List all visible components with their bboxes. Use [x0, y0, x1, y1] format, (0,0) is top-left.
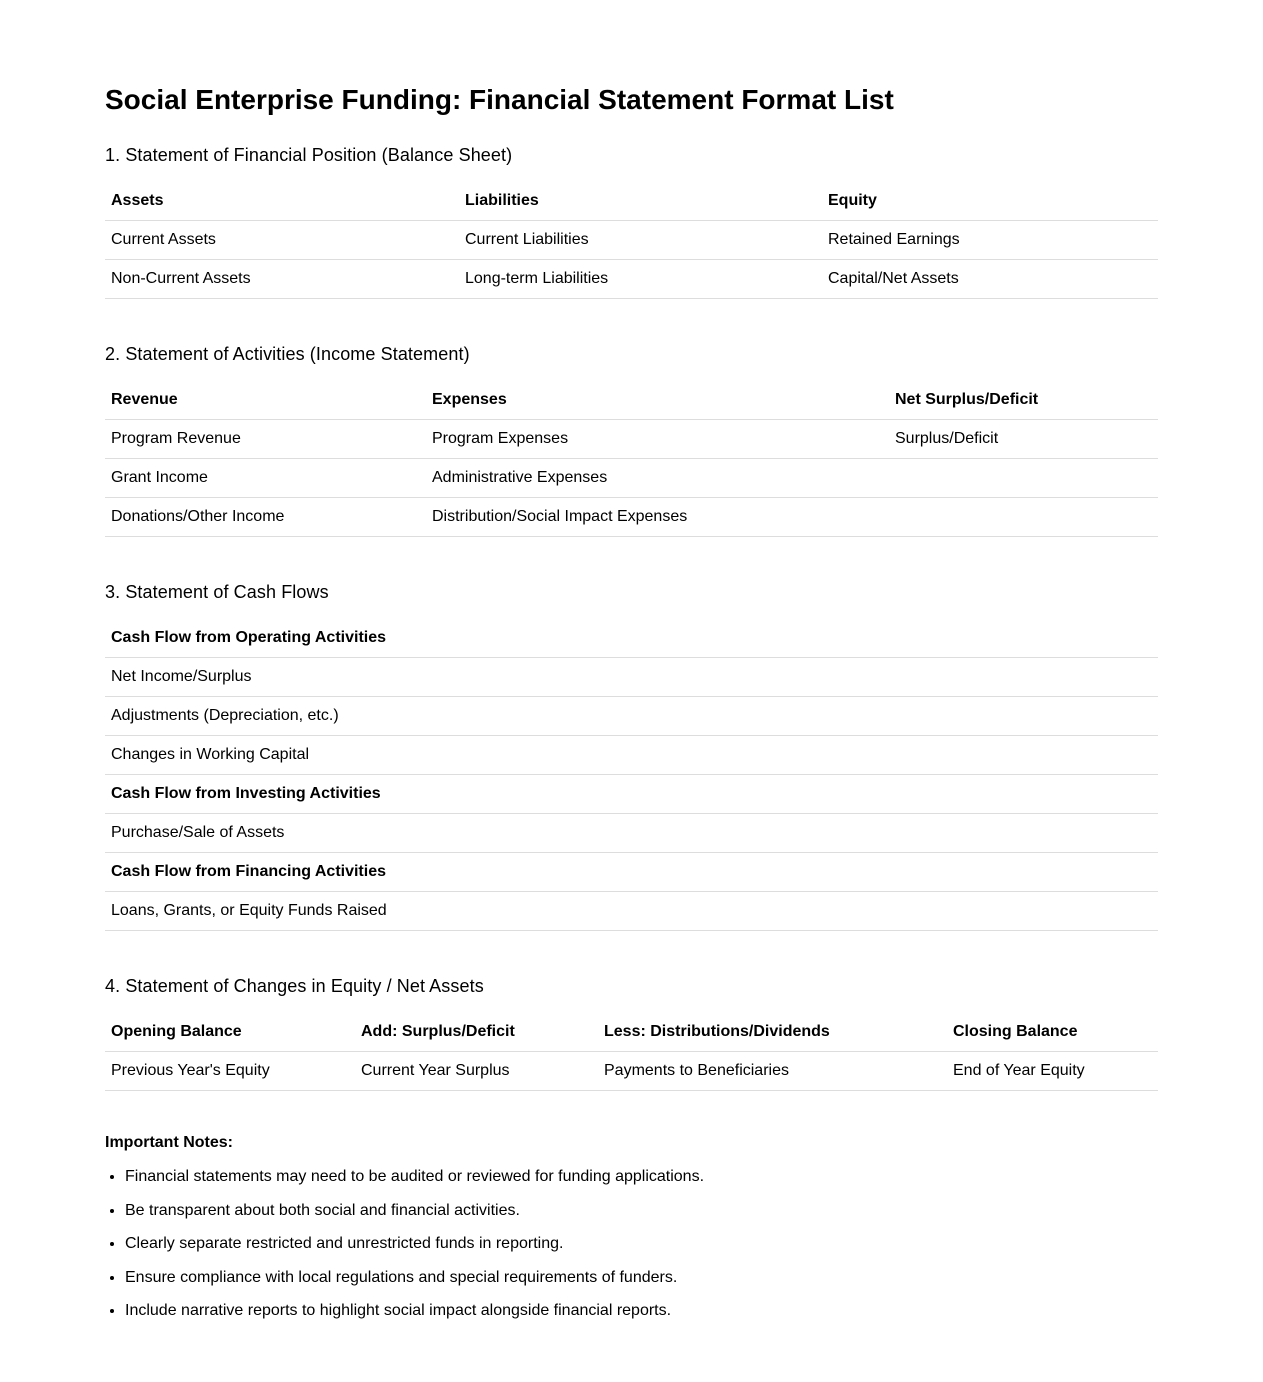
balance-sheet-table	[105, 182, 1158, 299]
page-title: Social Enterprise Funding: Financial Statement Format List	[105, 84, 894, 115]
table-cell: Capital/Net Assets	[822, 260, 1158, 299]
income-statement-table	[105, 381, 1158, 537]
cash-flow-category: Cash Flow from Investing Activities	[105, 775, 1158, 814]
section-heading-changes-in-equity: 4. Statement of Changes in Equity / Net Assets	[105, 976, 484, 996]
table-cell: Distribution/Social Impact Expenses	[426, 498, 889, 537]
table-row	[105, 892, 1158, 931]
cash-flow-category: Cash Flow from Operating Activities	[105, 619, 1158, 658]
list-item: • Include narrative reports to highlight social impact alongside financial reports.	[125, 1301, 1158, 1321]
list-item: • Ensure compliance with local regulations and special requirements of funders.	[125, 1268, 1158, 1288]
column-header: Less: Distributions/Dividends	[598, 1013, 947, 1052]
table-cell: Payments to Beneficiaries	[598, 1052, 947, 1091]
changes-in-equity-table	[105, 1013, 1158, 1091]
column-header: Opening Balance	[105, 1013, 355, 1052]
table-cell: Long-term Liabilities	[459, 260, 822, 299]
table-row	[105, 814, 1158, 853]
table-cell: Program Revenue	[105, 420, 426, 459]
table-row	[105, 775, 1158, 814]
column-header: Liabilities	[459, 182, 822, 221]
table-cell: Current Liabilities	[459, 221, 822, 260]
column-header: Expenses	[426, 381, 889, 420]
table-cell: Net Income/Surplus	[105, 658, 1158, 697]
list-item: • Financial statements may need to be audited or reviewed for funding applications.	[125, 1167, 1158, 1187]
table-cell: Administrative Expenses	[426, 459, 889, 498]
table-row	[105, 1052, 1158, 1091]
table-cell: Non-Current Assets	[105, 260, 459, 299]
table-cell	[889, 459, 1158, 498]
table-cell: Grant Income	[105, 459, 426, 498]
table-cell: Previous Year's Equity	[105, 1052, 355, 1091]
column-header: Assets	[105, 182, 459, 221]
table-row	[105, 619, 1158, 658]
notes-title: Important Notes:	[105, 1134, 233, 1151]
table-row	[105, 736, 1158, 775]
table-cell: Adjustments (Depreciation, etc.)	[105, 697, 1158, 736]
cash-flow-category: Cash Flow from Financing Activities	[105, 853, 1158, 892]
table-row	[105, 853, 1158, 892]
table-cell	[889, 498, 1158, 537]
table-header-row	[105, 182, 1158, 221]
table-header-row	[105, 381, 1158, 420]
section-heading-balance-sheet: 1. Statement of Financial Position (Balance Sheet)	[105, 145, 513, 165]
table-cell: End of Year Equity	[947, 1052, 1158, 1091]
column-header: Net Surplus/Deficit	[889, 381, 1158, 420]
table-cell: Donations/Other Income	[105, 498, 426, 537]
section-heading-cash-flows: 3. Statement of Cash Flows	[105, 582, 329, 602]
table-cell: Current Assets	[105, 221, 459, 260]
cash-flows-table	[105, 619, 1158, 931]
table-cell: Current Year Surplus	[355, 1052, 598, 1091]
table-header-row	[105, 1013, 1158, 1052]
table-row	[105, 420, 1158, 459]
notes-list	[105, 1167, 1158, 1321]
table-cell: Retained Earnings	[822, 221, 1158, 260]
table-row	[105, 697, 1158, 736]
table-cell: Loans, Grants, or Equity Funds Raised	[105, 892, 1158, 931]
list-item: • Clearly separate restricted and unrestricted funds in reporting.	[125, 1234, 1158, 1254]
table-row	[105, 459, 1158, 498]
table-row	[105, 498, 1158, 537]
table-row	[105, 658, 1158, 697]
list-item: • Be transparent about both social and financial activities.	[125, 1201, 1158, 1221]
table-cell: Surplus/Deficit	[889, 420, 1158, 459]
table-cell: Program Expenses	[426, 420, 889, 459]
section-heading-income-statement: 2. Statement of Activities (Income Statement)	[105, 344, 470, 364]
column-header: Closing Balance	[947, 1013, 1158, 1052]
column-header: Equity	[822, 182, 1158, 221]
table-cell: Purchase/Sale of Assets	[105, 814, 1158, 853]
table-cell: Changes in Working Capital	[105, 736, 1158, 775]
table-row	[105, 260, 1158, 299]
column-header: Add: Surplus/Deficit	[355, 1013, 598, 1052]
column-header: Revenue	[105, 381, 426, 420]
table-row	[105, 221, 1158, 260]
